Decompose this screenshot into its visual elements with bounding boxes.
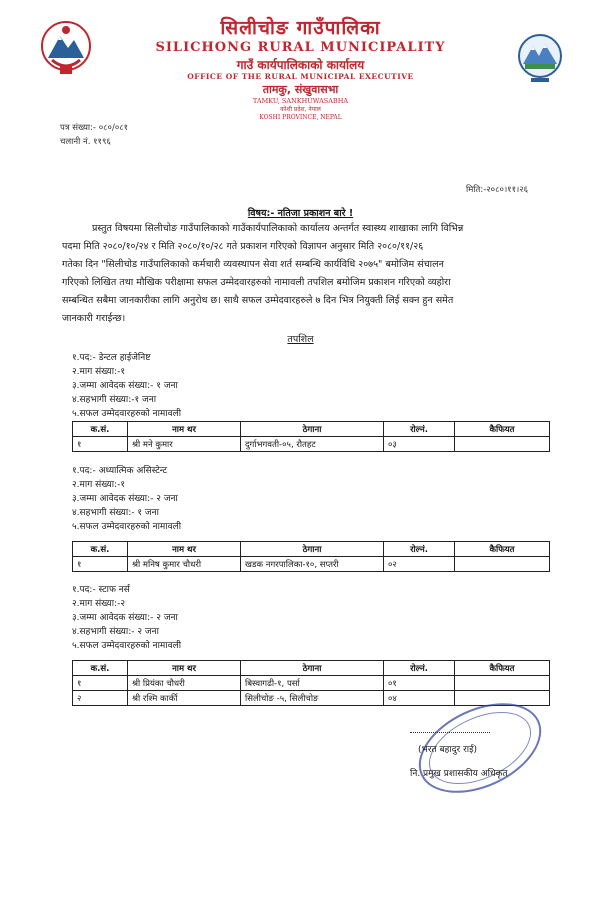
- successful-list-line: ५.सफल उम्मेदवारहरुको नामावली: [72, 409, 182, 419]
- col-sn: क.सं.: [73, 422, 128, 437]
- applicant-count-line: ३.जम्मा आवेदक संख्या:- २ जना: [72, 613, 178, 623]
- participant-count-line: ४.सहभागी संख्या:- २ जना: [72, 627, 159, 637]
- successful-list-line: ५.सफल उम्मेदवारहरुको नामावली: [72, 641, 182, 651]
- table-row: [73, 557, 550, 572]
- address-nepali: तामकु, संखुवासभा: [262, 83, 339, 96]
- office-nepali-name: गाउँ कार्यपालिकाको कार्यालय: [236, 58, 365, 72]
- col-remarks: कैफियत: [455, 542, 550, 557]
- table-header-row: [73, 661, 550, 676]
- address-english: TAMKU, SANKHUWASABHA: [252, 97, 349, 105]
- details-heading: तपशिल: [287, 334, 314, 345]
- post-line: १.पद:- अध्यात्मिक असिस्टेन्ट: [72, 466, 168, 476]
- body-line: प्रस्तुत विषयमा सिलीचोङ गाउँपालिकाको गाउँकार्यपालिकाको कार्यालय अन्तर्गत स्वास्थ्य शाखाका लागि विभिन्न: [92, 223, 464, 234]
- cell-remarks: [455, 557, 550, 572]
- province-english: KOSHI PROVINCE, NEPAL: [259, 114, 342, 121]
- col-name: नाम थर: [128, 542, 241, 557]
- post-line: १.पद:- स्टाफ नर्स: [72, 585, 130, 595]
- cell-sn: १: [73, 676, 128, 691]
- col-roll: रोल्नं.: [384, 661, 455, 676]
- letter-date: मिति:-२०८०।११।२६: [466, 185, 529, 195]
- table-header-row: [73, 422, 550, 437]
- successful-list-line: ५.सफल उम्मेदवारहरुको नामावली: [72, 522, 182, 532]
- signature-line: [410, 732, 490, 733]
- col-roll: रोल्नं.: [384, 422, 455, 437]
- col-address: ठेगाना: [241, 661, 384, 676]
- letter-body: [62, 220, 562, 328]
- participant-count-line: ४.सहभागी संख्या:- १ जना: [72, 508, 159, 518]
- cell-address: सिलीचोङ -५, सिलीचोङ: [241, 691, 384, 706]
- cell-roll: ०२: [384, 557, 455, 572]
- col-remarks: कैफियत: [455, 422, 550, 437]
- province-nepali: कोशी प्रदेश, नेपाल: [280, 106, 321, 113]
- body-line: जानकारी गराईन्छ।: [62, 313, 126, 324]
- table-header-row: [73, 542, 550, 557]
- body-line: गतेका दिन "सिलीचोड गाउँपालिकाको कर्मचारी व्यवस्थापन सेवा शर्त सम्बन्धि कार्यविधि २०७५" बमोजिम संचालन: [62, 259, 444, 270]
- table-row: [73, 676, 550, 691]
- cell-roll: ०१: [384, 676, 455, 691]
- demand-count-line: २.माग संख्या:-१: [72, 367, 126, 377]
- cell-roll: ०४: [384, 691, 455, 706]
- col-roll: रोल्नं.: [384, 542, 455, 557]
- dispatch-number: चलानी नं. ११९६: [60, 137, 111, 147]
- municipality-logo-icon: [517, 32, 563, 84]
- office-english-name: OFFICE OF THE RURAL MUNICIPAL EXECUTIVE: [187, 72, 414, 81]
- cell-roll: ०३: [384, 437, 455, 452]
- demand-count-line: २.माग संख्या:-१: [72, 480, 126, 490]
- col-sn: क.सं.: [73, 661, 128, 676]
- cell-name: श्री मने कुमार: [128, 437, 241, 452]
- letter-subject: विषय:- नतिजा प्रकाशन बारे !: [247, 208, 354, 219]
- cell-sn: १: [73, 437, 128, 452]
- signatory-name: (भरत बहादुर राई): [418, 745, 478, 755]
- applicant-count-line: ३.जम्मा आवेदक संख्या:- २ जना: [72, 494, 178, 504]
- col-address: ठेगाना: [241, 542, 384, 557]
- cell-name: श्री रश्मि कार्की: [128, 691, 241, 706]
- demand-count-line: २.माग संख्या:-२: [72, 599, 126, 609]
- body-line: सम्बन्धित सबैमा जानकारीका लागि अनुरोध छ। साथै सफल उम्मेदवारहरुले ७ दिन भित्र नियुक्ती लिई सक्न हुन समेत: [62, 295, 454, 306]
- nepal-emblem-icon: [40, 18, 92, 80]
- body-line: गरिएको लिखित तथा मौखिक परीक्षामा सफल उम्मेदवारहरुको नामावली तपशिल बमोजिम प्रकाशन गरिएको व्यहोरा: [62, 277, 451, 288]
- col-name: नाम थर: [128, 661, 241, 676]
- cell-sn: १: [73, 557, 128, 572]
- body-line: पदमा मिति २०८०/१०/२४ र मिति २०८०/१०/२८ गते प्रकाशन गरिएको विज्ञापन अनुसार मिति २०८०/११/२६: [62, 241, 424, 252]
- signatory-title: नि. प्रमुख प्रशासकीय अधिकृत: [410, 769, 508, 779]
- cell-name: श्री प्रियंका चौधरी: [128, 676, 241, 691]
- cell-remarks: [455, 437, 550, 452]
- col-address: ठेगाना: [241, 422, 384, 437]
- col-sn: क.सं.: [73, 542, 128, 557]
- col-name: नाम थर: [128, 422, 241, 437]
- cell-address: खडक नगरपालिका-१०, सप्तरी: [241, 557, 384, 572]
- cell-address: दुर्गाभगवती-०५, रौतहट: [241, 437, 384, 452]
- cell-remarks: [455, 676, 550, 691]
- applicant-count-line: ३.जम्मा आवेदक संख्या:- १ जना: [72, 381, 178, 391]
- cell-sn: २: [73, 691, 128, 706]
- municipality-nepali-name: सिलीचोङ गाउँपालिका: [220, 17, 381, 39]
- cell-address: बिस्वागढी-१, पर्सा: [241, 676, 384, 691]
- table-row: [73, 437, 550, 452]
- results-table: [72, 421, 550, 452]
- participant-count-line: ४.सहभागी संख्या:-१ जना: [72, 395, 157, 405]
- col-remarks: कैफियत: [455, 661, 550, 676]
- municipality-english-name: SILICHONG RURAL MUNICIPALITY: [155, 40, 446, 55]
- cell-name: श्री मनिष कुमार चौधरी: [128, 557, 241, 572]
- post-line: १.पद:- डेन्टल हाईजेनिष्ट: [72, 353, 151, 363]
- results-table: [72, 541, 550, 572]
- letter-reference-number: पत्र संख्या:- ०८०/०८१: [60, 123, 129, 133]
